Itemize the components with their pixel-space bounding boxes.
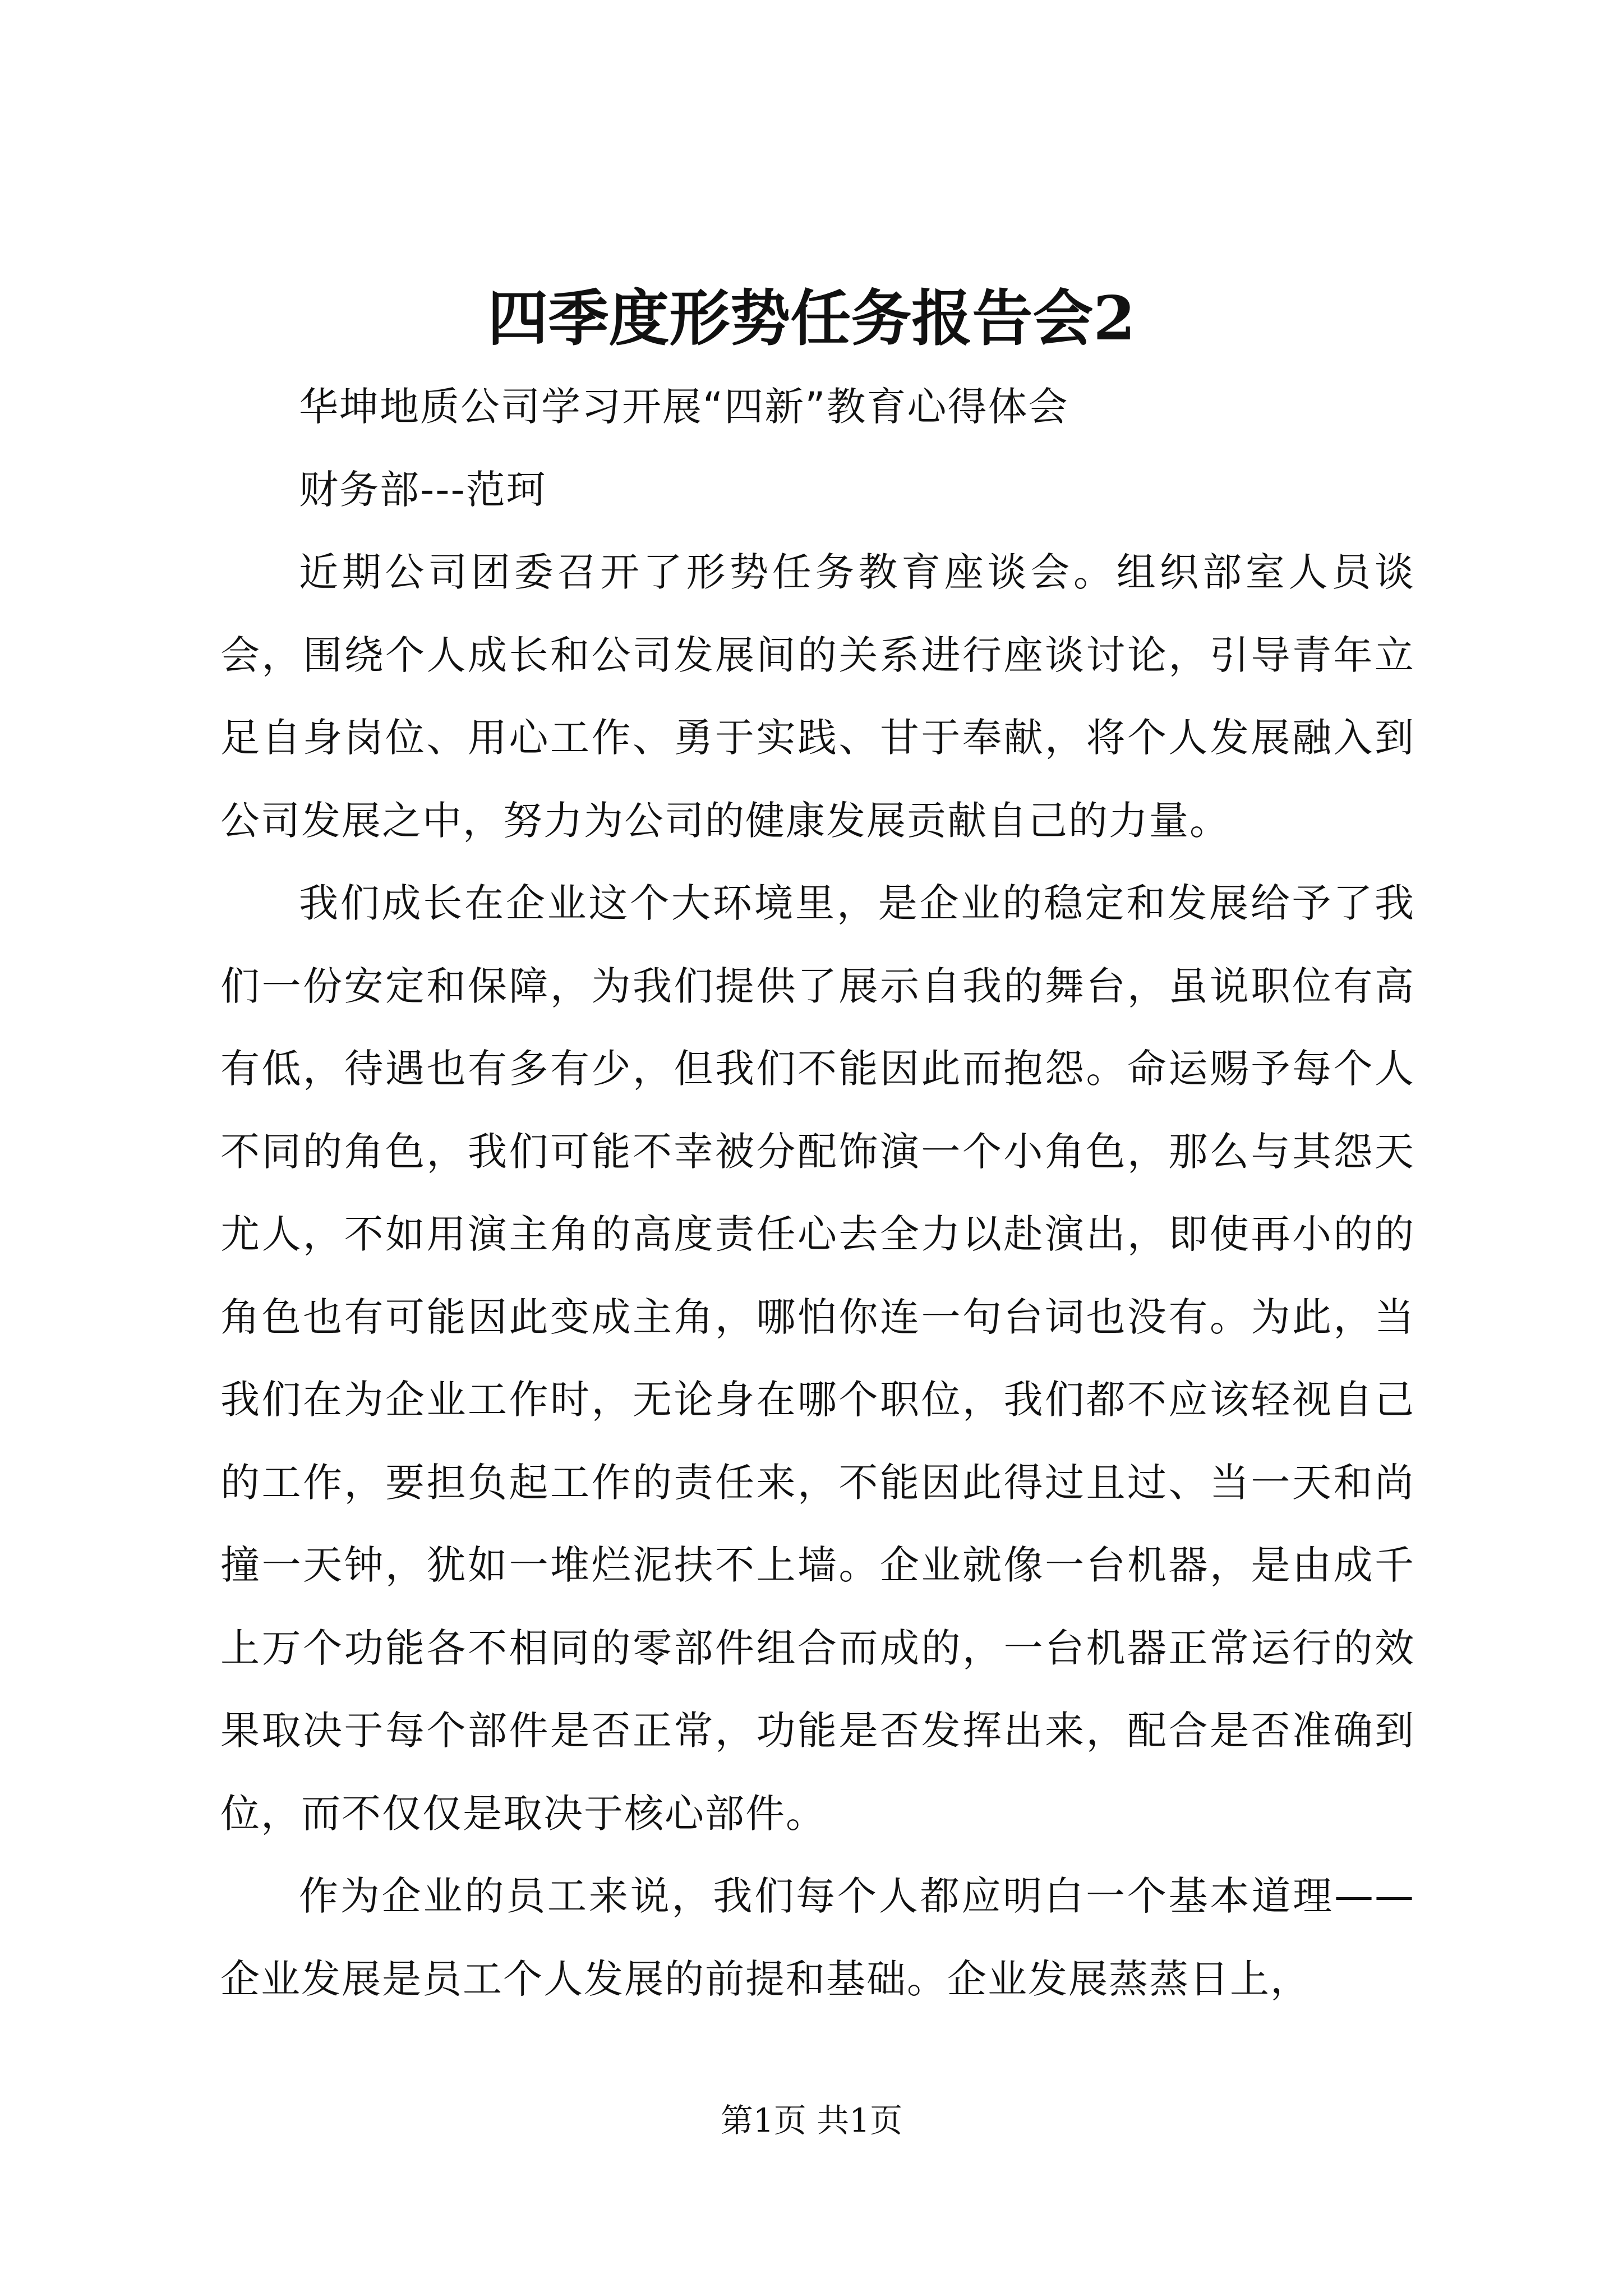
page-footer: 第1页 共1页 bbox=[720, 2101, 903, 2139]
body-paragraph-1: 近期公司团委召开了形势任务教育座谈会。组织部室人员谈会，围绕个人成长和公司发展间的关系进行座谈讨论，引导青年立足自身岗位、用心工作、勇于实践、甘于奉献，将个人发展融入到公司发展之中，努力为公司的健康发展贡献自己的力量。 bbox=[220, 549, 1415, 844]
subtitle-paragraph: 华坤地质公司学习开展“四新”教育心得体会 bbox=[299, 384, 1069, 430]
body-paragraph-3: 作为企业的员工来说，我们每个人都应明白一个基本道理——企业发展是员工个人发展的前提和基础。企业发展蒸蒸日上， bbox=[220, 1873, 1415, 2002]
document-title: 四季度形势任务报告会2 bbox=[487, 283, 1136, 354]
author-line: 财务部---范珂 bbox=[299, 466, 547, 513]
body-paragraph-2: 我们成长在企业这个大环境里，是企业的稳定和发展给予了我们一份安定和保障，为我们提供了展示自我的舞台，虽说职位有高有低，待遇也有多有少，但我们不能因此而抱怨。命运赐予每个人不同的角色，我们可能不幸被分配饰演一个小角色，那么与其怨天尤人，不如用演主角的高度责任心去全力以赴演出，即使再小的的角色也有可能因此变成主角，哪怕你连一句台词也没有。为此，当我们在为企业工作时，无论身在哪个职位，我们都不应该轻视自己的工作，要担负起工作的责任来，不能因此得过且过、当一天和尚撞一天钟，犹如一堆烂泥扶不上墙。企业就像一台机器，是由成千上万个功能各不相同的零部件组合而成的，一台机器正常运行的效果取决于每个部件是否正常，功能是否发挥出来，配合是否准确到位，而不仅仅是取决于核心部件。 bbox=[220, 880, 1415, 1837]
document-body bbox=[220, 366, 1415, 2021]
